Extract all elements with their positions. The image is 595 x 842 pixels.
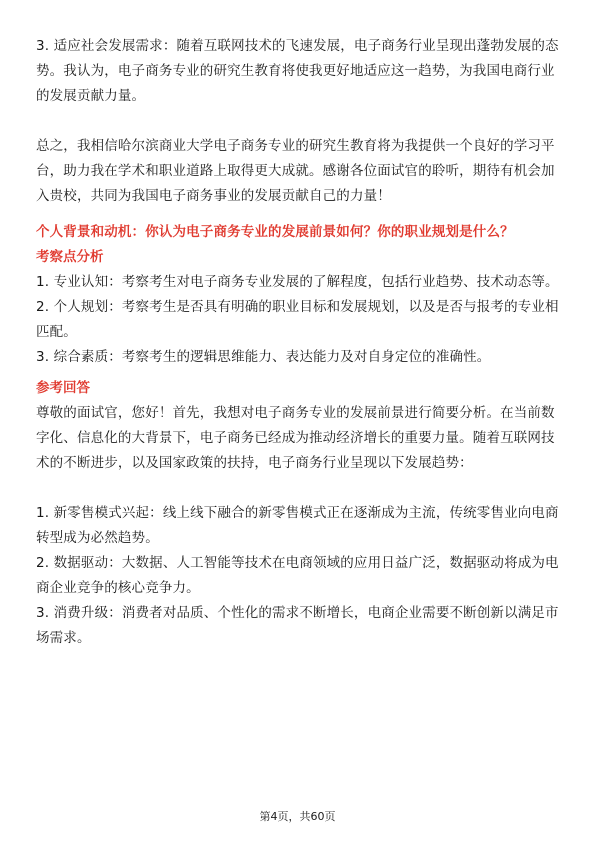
answer-item-1: 1. 新零售模式兴起：线上线下融合的新零售模式正在逐渐成为主流，传统零售业向电商转型成为必然趋势。 — [36, 505, 559, 546]
paragraph-spacer — [36, 109, 559, 134]
intro-item-3: 3. 适应社会发展需求：随着互联网技术的飞速发展，电子商务行业呈现出蓬勃发展的态势。我认为，电子商务专业的研究生教育将使我更好地适应这一趋势，为我国电商行业的发展贡献力量。 — [36, 38, 559, 104]
answer-item-3: 3. 消费升级：消费者对品质、个性化的需求不断增长，电商企业需要不断创新以满足市场需求。 — [36, 605, 559, 646]
paragraph-spacer — [36, 476, 559, 501]
answer-item-2: 2. 数据驱动：大数据、人工智能等技术在电商领域的应用日益广泛，数据驱动将成为电商企业竞争的核心竞争力。 — [36, 555, 559, 596]
answer-opening: 尊敬的面试官，您好！首先，我想对电子商务专业的发展前景进行简要分析。在当前数字化、信息化的大背景下，电子商务已经成为推动经济增长的重要力量。随着互联网技术的不断进步，以及国家政策的扶持，电子商务行业呈现以下发展趋势： — [36, 405, 555, 471]
page-number-footer: 第4页，共60页 — [259, 810, 336, 823]
analysis-item-2: 2. 个人规划：考察考生是否具有明确的职业目标和发展规划，以及是否与报考的专业相匹配。 — [36, 299, 559, 340]
interview-question: 个人背景和动机：你认为电子商务专业的发展前景如何？你的职业规划是什么？ — [36, 224, 514, 240]
analysis-item-1: 1. 专业认知：考察考生对电子商务专业发展的了解程度，包括行业趋势、技术动态等。 — [36, 274, 559, 290]
conclusion-paragraph: 总之，我相信哈尔滨商业大学电子商务专业的研究生教育将为我提供一个良好的学习平台，助力我在学术和职业道路上取得更大成就。感谢各位面试官的聆听，期待有机会加入贵校，共同为我国电子商务事业的发展贡献自己的力量！ — [36, 138, 555, 204]
analysis-heading: 考察点分析 — [36, 249, 104, 265]
page-content — [36, 34, 559, 651]
analysis-item-3: 3. 综合素质：考察考生的逻辑思维能力、表达能力及对自身定位的准确性。 — [36, 349, 491, 365]
answer-heading: 参考回答 — [36, 380, 90, 396]
